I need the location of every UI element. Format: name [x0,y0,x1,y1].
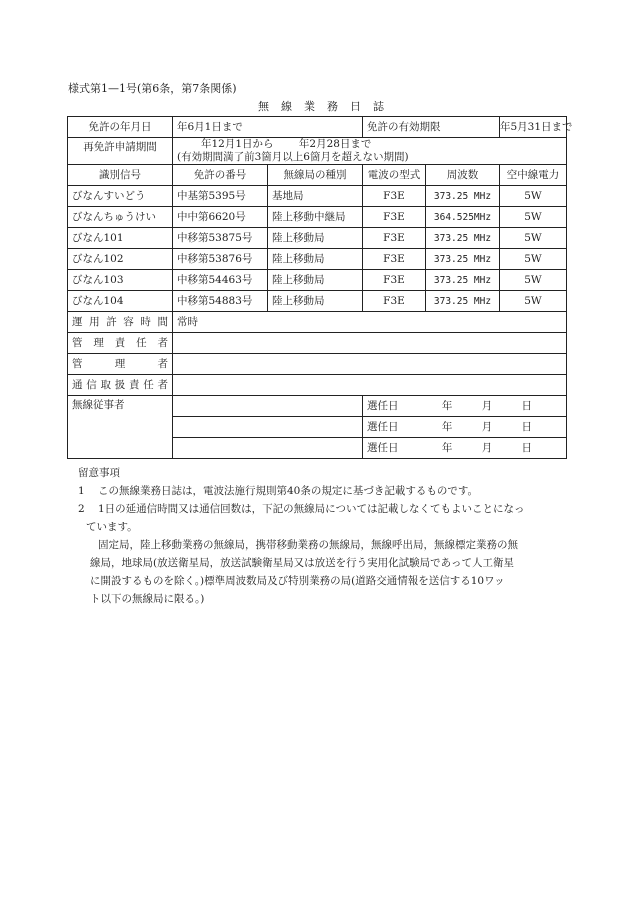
notes-heading: 留意事項 [78,467,120,479]
note-text: 1日の延通信時間又は通信回数は，下記の無線局については記載しなくてもよいことになっ [98,503,525,515]
appointed-day: 日 [521,441,533,454]
header-call-sign: 識別信号 [68,165,173,186]
station-emission: F3E [363,228,426,249]
header-frequency: 周波数 [426,165,500,186]
radio-log-table [67,116,573,459]
header-antenna-power: 空中線電力 [500,165,567,186]
license-date-value: 年6月1日まで [173,117,363,138]
form-number: 様式第1—1号(第6条，第7条関係) [68,82,237,95]
station-call-sign: びなん104 [68,291,173,312]
note-detail: 線局，地球局(放送衛星局，放送試験衛星局又は放送を行う実用化試験局であって人工衛星 [90,557,514,569]
manager-row [68,354,567,375]
station-license-number: 中移第54463号 [173,270,268,291]
note-detail: に開設するものを除く。)標準周波数局及び特別業務の局(道路交通情報を送信する10ワッ [90,575,505,587]
appointed-year: 年 [441,399,453,412]
comm-handler-field[interactable] [173,375,567,396]
appointed-year: 年 [441,441,453,454]
license-date-label: 免許の年月日 [68,117,173,138]
appointed-day: 日 [521,399,533,412]
relicense-to: 年2月28日まで [298,138,372,150]
station-emission: F3E [363,186,426,207]
station-emission: F3E [363,270,426,291]
station-type: 陸上移動局 [268,270,363,291]
operators-label: 無線従事者 [68,396,173,459]
station-emission: F3E [363,249,426,270]
station-license-number: 中移第53875号 [173,228,268,249]
appointed-year: 年 [441,420,453,433]
appointed-day: 日 [521,420,533,433]
manager-responsible-field[interactable] [173,333,567,354]
station-emission: F3E [363,291,426,312]
station-power: 5W [500,186,567,207]
notes-section [70,464,570,608]
comm-handler-row [68,375,567,396]
station-type: 陸上移動中継局 [268,207,363,228]
relicense-note: (有効期間満了前3箇月以上6箇月を超えない期間) [177,151,409,163]
manager-field[interactable] [173,354,567,375]
station-frequency: 373.25 MHz [426,249,500,270]
comm-handler-label: 通信取扱責任者 [68,375,173,396]
table-row [68,249,567,270]
operation-hours-row [68,312,567,333]
relicense-label: 再免許申請期間 [68,138,173,165]
station-frequency: 373.25 MHz [426,291,500,312]
station-frequency: 373.25 MHz [426,186,500,207]
station-license-number: 中中第6620号 [173,207,268,228]
station-frequency: 373.25 MHz [426,228,500,249]
station-call-sign: びなん102 [68,249,173,270]
operator-appointed [363,396,567,417]
manager-responsible-row [68,333,567,354]
appointed-month: 月 [481,441,493,454]
station-frequency: 373.25 MHz [426,270,500,291]
note-text: ています。 [86,521,138,533]
page-title: 無線業務日誌 [258,100,396,113]
license-row [68,117,567,138]
appointed-month: 月 [481,399,493,412]
note-item-2 [70,500,570,608]
station-call-sign: びなん101 [68,228,173,249]
appointed-label: 選任日 [367,420,399,433]
relicense-from: 年12月1日から [201,138,274,150]
station-type: 陸上移動局 [268,291,363,312]
station-type: 陸上移動局 [268,228,363,249]
appointed-month: 月 [481,420,493,433]
manager-label: 管理者 [68,354,173,375]
relicense-row [68,138,567,165]
operator-name-field[interactable] [173,396,363,417]
station-power: 5W [500,207,567,228]
header-license-number: 免許の番号 [173,165,268,186]
note-detail: 固定局，陸上移動業務の無線局，携帯移動業務の無線局，無線呼出局，無線標定業務の無 [98,539,518,551]
header-station-type: 無線局の種別 [268,165,363,186]
station-power: 5W [500,228,567,249]
relicense-period [173,138,567,165]
note-item-1 [70,482,570,500]
station-type: 基地局 [268,186,363,207]
station-power: 5W [500,249,567,270]
station-license-number: 中移第53876号 [173,249,268,270]
note-text: この無線業務日誌は，電波法施行規則第40条の規定に基づき記載するものです。 [98,485,479,497]
station-license-number: 中移第54883号 [173,291,268,312]
station-license-number: 中基第5395号 [173,186,268,207]
table-row [68,291,567,312]
appointed-label: 選任日 [367,399,399,412]
operator-appointed [363,417,567,438]
operator-name-field[interactable] [173,438,363,459]
table-row [68,186,567,207]
operator-name-field[interactable] [173,417,363,438]
table-row [68,207,567,228]
station-type: 陸上移動局 [268,249,363,270]
note-detail: ト以下の無線局に限る。) [90,593,205,605]
station-call-sign: びなん103 [68,270,173,291]
operator-appointed [363,438,567,459]
station-call-sign: びなんすいどう [68,186,173,207]
manager-responsible-label: 管理責任者 [68,333,173,354]
station-power: 5W [500,270,567,291]
operation-hours-value: 常時 [173,312,567,333]
station-power: 5W [500,291,567,312]
appointed-label: 選任日 [367,441,399,454]
station-call-sign: びなんちゅうけい [68,207,173,228]
station-frequency: 364.525MHz [426,207,500,228]
license-validity-label: 免許の有効期限 [363,117,500,138]
note-number: 2 [78,503,85,515]
station-emission: F3E [363,207,426,228]
stations-header-row [68,165,567,186]
header-emission-type: 電波の型式 [363,165,426,186]
table-row [68,228,567,249]
note-number: 1 [78,485,85,497]
operation-hours-label: 運用許容時間 [68,312,173,333]
table-row [68,270,567,291]
license-validity-value: 年5月31日まで [500,117,567,138]
operator-row [68,396,567,417]
